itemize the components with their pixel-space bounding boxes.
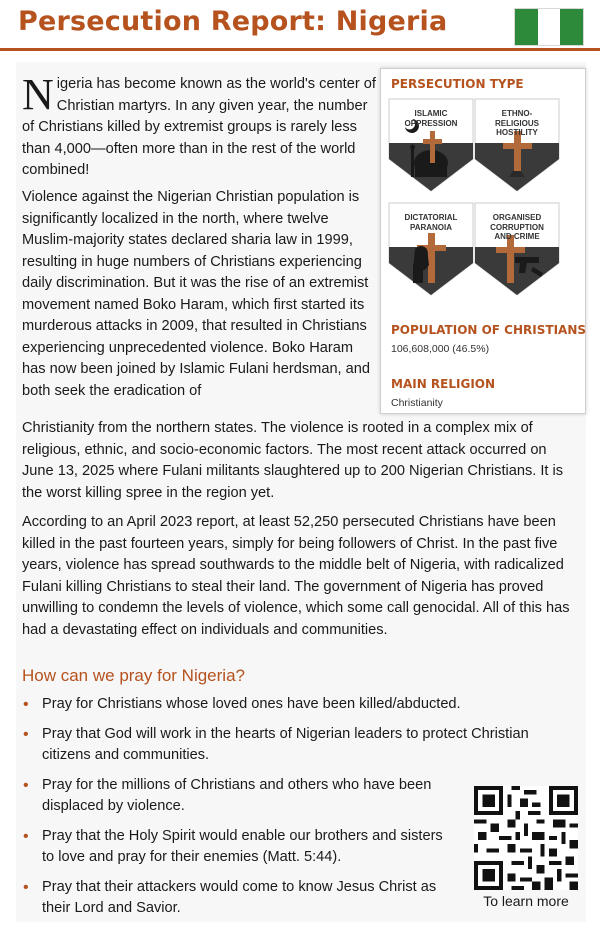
intro-paragraph-2: Violence against the Nigerian Christian population is significantly localized in the north, where twelve Muslim-majority states declared sharia law in 1999, resulting in huge numbers of Christians experiencing daily discrimination. But it was the rise of an extremist movement named Boko Haram, which first started its murderous attacks in 2009, that resulted in Christians experiencing unprecedented violence. Boko Haram has now been joined by Islamic Fulani herdsman, and both seek the eradication of	[22, 189, 371, 399]
type-label-ethno-religious-hostility: ETHNO-RELIGIOUS HOSTILITY	[494, 109, 539, 137]
intro-paragraph-1-text: igeria has become known as the world's center of Christian martyrs. In any given year, the number of Christians killed by extremist groups is rarely less than 4,000—often more than in the rest of the world combined!	[22, 76, 376, 178]
prayer-item: • Pray that their attackers would come to know Jesus Christ as their Lord and Savior.	[22, 877, 452, 919]
population-value: 106,608,000 (46.5%)	[391, 343, 490, 355]
intro-paragraph-3: According to an April 2023 report, at least 52,250 persecuted Christians have been killed in the past fourteen years, simply for being followers of Christ. In the past five years, violence has spread southwards to the middle belt of Nigeria, with radicalized Fulani killing Christians to steal their land. The government of Nigeria has proved unwilling to condemn the levels of violence, which some call genocidal. All of this has had a devastating effect on individuals and communities.	[22, 514, 570, 638]
prayer-item: • Pray that the Holy Spirit would enable our brothers and sisters to love and pray for their enemies (Matt. 5:44).	[22, 826, 452, 868]
prayer-item: • Pray for Christians whose loved ones have been killed/abducted.	[22, 694, 552, 715]
nigeria-flag-icon	[514, 8, 584, 46]
flag-stripe-middle	[538, 9, 561, 45]
prayer-heading: How can we pray for Nigeria?	[22, 666, 245, 685]
persecution-type-heading: PERSECUTION TYPE	[391, 77, 524, 91]
type-label-islamic-oppression: ISLAMIC OPPRESSION	[404, 109, 458, 128]
page-title: Persecution Report: Nigeria	[18, 6, 448, 37]
type-label-dictatorial-paranoia: DICTATORIAL PARANOIA	[404, 213, 458, 232]
drop-cap: N	[22, 70, 54, 119]
population-heading: POPULATION OF CHRISTIANS	[391, 323, 587, 337]
main-religion-value: Christianity	[391, 397, 443, 409]
intro-paragraph-2-continued: Christianity from the northern states. The violence is rooted in a complex mix of religious, ethnic, and socio-economic factors. The most recent attack occurred on June 13, 2025 where Fulani militants slaughtered up to 200 Nigerian Christians. It is the worst killing spree in the region yet.	[22, 420, 564, 501]
main-religion-heading: MAIN RELIGION	[391, 377, 496, 391]
page-header	[0, 0, 600, 52]
header-divider	[0, 48, 600, 51]
flag-stripe-left	[515, 9, 538, 45]
flag-stripe-right	[560, 9, 583, 45]
prayer-item: • Pray for the millions of Christians and others who have been displaced by violence.	[22, 775, 452, 817]
qr-caption: To learn more	[483, 893, 569, 909]
intro-paragraph-1	[22, 70, 376, 182]
type-label-organised-corruption: ORGANISED CORRUPTION AND CRIME	[490, 213, 544, 241]
persecution-sidebar	[380, 68, 586, 414]
prayer-item: • Pray that God will work in the hearts of Nigerian leaders to protect Christian citizens and communities.	[22, 724, 552, 766]
qr-code-icon[interactable]	[474, 786, 578, 890]
